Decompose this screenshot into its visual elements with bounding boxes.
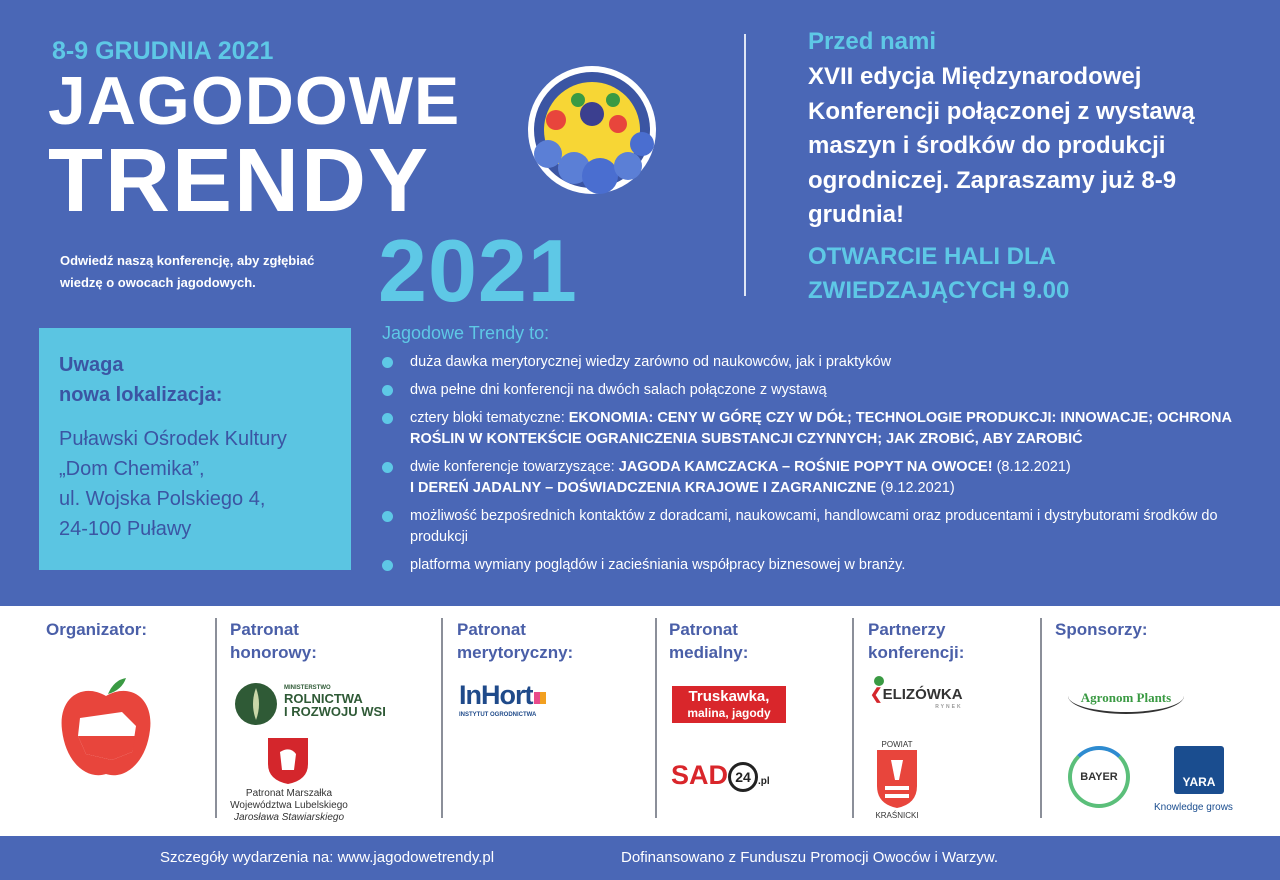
divider	[1040, 618, 1042, 818]
location-title1: Uwaga	[59, 354, 124, 376]
krasnicki-text: KRAŚNICKI	[875, 811, 919, 820]
list-item	[382, 408, 1262, 450]
inhort-logo	[459, 680, 546, 719]
divider	[655, 618, 657, 818]
elizowka-leaf-icon	[874, 676, 884, 686]
location-box	[39, 328, 351, 570]
list-item: możliwość bezpośrednich kontaktów z doradcami, naukowcami, handlowcami oraz producentami i dystrybutorami środków do produkcji	[382, 506, 1262, 548]
truskawka-line2: malina, jagody	[687, 706, 771, 720]
sad-text: SAD	[671, 760, 729, 790]
title-line2: TRENDY	[48, 131, 431, 231]
sad-suffix: .pl	[758, 776, 770, 787]
powiat-text: POWIAT	[881, 740, 913, 749]
location-line4: 24-100 Puławy	[59, 518, 192, 540]
marshal-line2: Województwa Lubelskiego	[230, 800, 348, 811]
sponsors-section	[0, 606, 1280, 836]
website-link[interactable]: Szczegóły wydarzenia na: www.jagodowetrendy.pl	[160, 849, 495, 866]
list-item: platforma wymiany poglądów i zacieśniania współpracy biznesowej w branży.	[382, 555, 1262, 576]
location-line3: ul. Wojska Polskiego 4,	[59, 488, 266, 510]
item-date: (9.12.2021)	[876, 480, 955, 496]
elizowka-subtitle: RYNEK	[935, 704, 963, 710]
features-list	[382, 352, 1262, 583]
elizowka-arrow-icon: ❮	[870, 686, 883, 703]
bayer-logo: BAYER	[1068, 746, 1130, 808]
intro-text: Odwiedź naszą konferencję, aby zgłębiać wiedzę o owocach jagodowych.	[60, 253, 315, 290]
event-date: 8-9 GRUDNIA 2021	[52, 37, 274, 65]
ministry-logo-icon	[234, 682, 278, 726]
agronom-plants-logo: Agronom Plants	[1068, 678, 1184, 714]
truskawka-logo	[672, 686, 786, 723]
ministry-logo	[284, 684, 386, 718]
media-heading: Patronat medialny:	[669, 620, 749, 662]
zsrp-logo	[52, 674, 160, 786]
list-item: dwa pełne dni konferencji na dwóch salach połączone z wystawą	[382, 380, 1262, 401]
ministry-line2: I ROZWOJU WSI	[284, 704, 386, 719]
divider	[852, 618, 854, 818]
location-line2: „Dom Chemika”,	[59, 458, 205, 480]
honorary-heading: Patronat honorowy:	[230, 620, 317, 662]
announcement-pre: Przed nami	[808, 28, 937, 55]
marshal-line3: Jarosława Stawiarskiego	[233, 812, 345, 823]
marshal-patronage	[230, 788, 348, 824]
divider	[441, 618, 443, 818]
divider	[744, 34, 746, 296]
item-bold-text: JAGODA KAMCZACKA – ROŚNIE POPYT NA OWOCE!	[618, 459, 993, 475]
organizer-heading: Organizator:	[46, 620, 148, 639]
sad24-logo	[671, 758, 770, 799]
yara-logo: YARA	[1174, 746, 1224, 794]
divider	[215, 618, 217, 818]
opening-line2: ZWIEDZAJĄCYCH 9.00	[808, 277, 1070, 304]
sponsors-heading: Sponsorzy:	[1055, 620, 1148, 639]
marshal-line1: Patronat Marszałka	[245, 788, 333, 799]
ministry-small-text: MINISTERSTWO	[284, 685, 331, 691]
list-item	[382, 457, 1262, 499]
item-text: cztery bloki tematyczne:	[410, 410, 569, 426]
truskawka-line1: Truskawka,	[688, 688, 770, 705]
inhort-subtitle: INSTYTUT OGRODNICTWA	[459, 712, 537, 718]
ministry-line1: ROLNICTWA	[284, 691, 363, 706]
title-line1: JAGODOWE	[48, 63, 461, 139]
yara-tagline: Knowledge grows	[1154, 802, 1233, 813]
inhort-squares-icon	[534, 692, 546, 704]
item-bold-text: I DEREŃ JADALNY – DOŚWIADCZENIA KRAJOWE I ZAGRANICZNE	[410, 480, 877, 496]
funding-note: Dofinansowano z Funduszu Promocji Owoców i Warzyw.	[621, 849, 999, 866]
footer	[0, 836, 1280, 880]
location-title2: nowa lokalizacja:	[59, 384, 223, 406]
item-bold-text: EKONOMIA: CENY W GÓRĘ CZY W DÓŁ; TECHNOLOGIE PRODUKCJI: INNOWACJE; OCHRONA ROŚLIN W KONTEKŚCIE OGRANICZENIA SUBSTANCJI CZYNNYCH; JAK ZROBIĆ, ABY ZAROBIĆ	[410, 410, 1232, 447]
powiat-krasnicki-logo	[872, 740, 922, 821]
jagodowe-trendy-logo	[518, 64, 674, 200]
elizowka-text: ELIZÓWKA	[882, 686, 963, 703]
location-line1: Puławski Ośrodek Kultury	[59, 428, 287, 450]
partners-heading: Partnerzy konferencji:	[868, 620, 965, 662]
item-text: dwie konferencje towarzyszące:	[410, 459, 619, 475]
item-date: (8.12.2021)	[992, 459, 1071, 475]
announcement-text: XVII edycja Międzynarodowej Konferencji połączonej z wystawą maszyn i środków do produkcji ogrodniczej. Zapraszamy już 8-9 grudnia!	[808, 63, 1195, 228]
sad-number: 24	[728, 762, 758, 792]
opening-line1: OTWARCIE HALI DLA	[808, 243, 1056, 270]
features-title: Jagodowe Trendy to:	[382, 323, 550, 343]
list-item: duża dawka merytorycznej wiedzy zarówno od naukowców, jak i praktyków	[382, 352, 1262, 373]
elizowka-logo	[870, 676, 963, 711]
opening-hours	[808, 240, 1069, 308]
lubelskie-coat-of-arms	[268, 738, 308, 784]
inhort-wordmark: InHort	[459, 680, 533, 710]
krasnicki-coat-of-arms	[877, 750, 917, 808]
substantive-heading: Patronat merytoryczny:	[457, 620, 574, 662]
event-year: 2021	[378, 221, 578, 320]
